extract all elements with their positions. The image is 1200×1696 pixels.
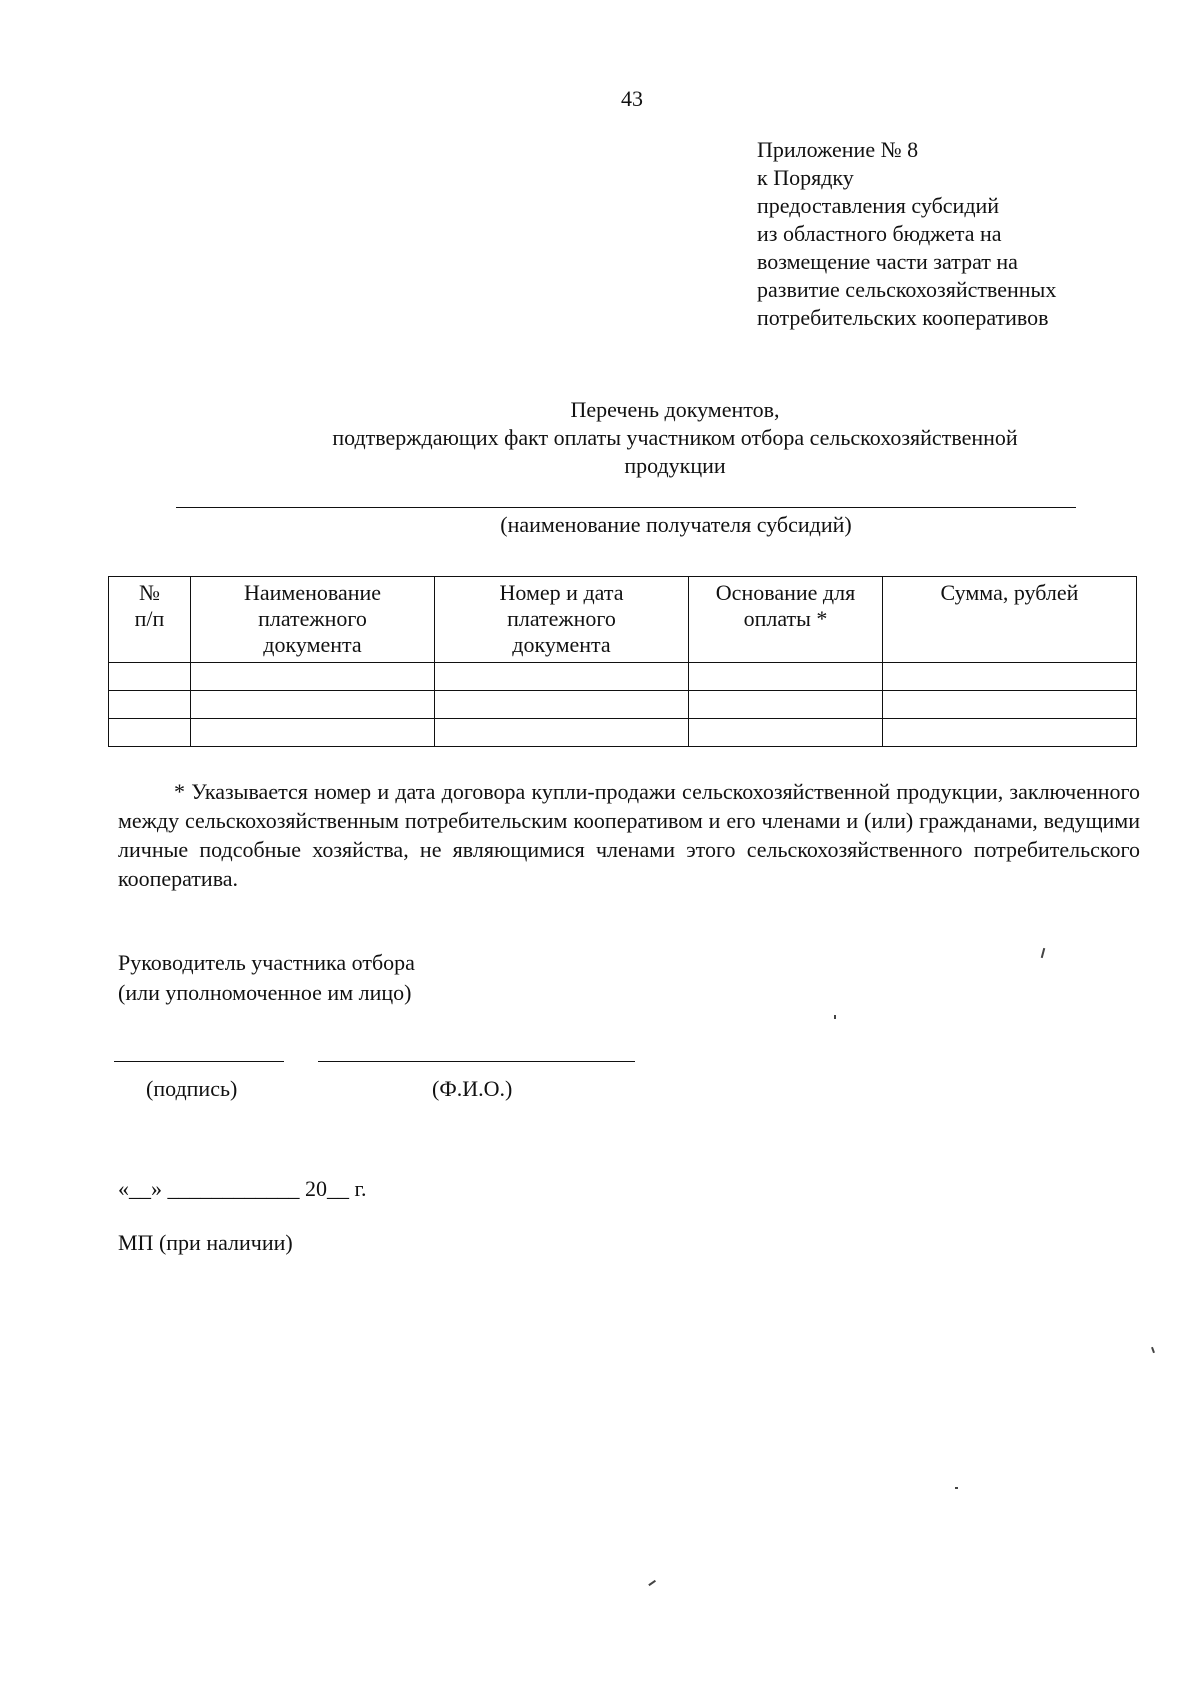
table-cell <box>109 719 191 747</box>
header-text: оплаты * <box>743 606 828 631</box>
table-cell <box>435 719 689 747</box>
recipient-name-line <box>176 507 1076 508</box>
scan-speck <box>1151 1347 1155 1353</box>
signer-block <box>118 948 415 1008</box>
table-cell <box>883 663 1137 691</box>
payment-documents-table <box>108 576 1137 747</box>
header-text: Сумма, рублей <box>940 580 1079 605</box>
title-line: продукции <box>624 453 726 478</box>
appendix-line: к Порядку <box>757 165 854 190</box>
appendix-line: возмещение части затрат на <box>757 249 1018 274</box>
page-number: 43 <box>621 86 643 111</box>
table-cell <box>191 663 435 691</box>
header-text: Номер и дата <box>499 580 624 605</box>
table-cell <box>191 691 435 719</box>
date-line: «__» ____________ 20__ г. <box>118 1176 367 1201</box>
header-text: платежного <box>507 606 616 631</box>
scan-speck <box>1041 948 1046 958</box>
appendix-line: потребительских кооперативов <box>757 305 1049 330</box>
header-text: Основание для <box>715 580 856 605</box>
appendix-line: Приложение № 8 <box>757 137 919 162</box>
scan-speck <box>955 1487 958 1489</box>
appendix-line: развитие сельскохозяйственных <box>757 277 1057 302</box>
table-cell <box>689 719 883 747</box>
header-document-number-date <box>435 577 689 663</box>
full-name-caption: (Ф.И.О.) <box>432 1076 513 1101</box>
table-header-row <box>109 577 1137 663</box>
header-document-name <box>191 577 435 663</box>
table-cell <box>109 663 191 691</box>
header-payment-basis <box>689 577 883 663</box>
title-line: Перечень документов, <box>570 397 780 422</box>
signer-subtitle: (или уполномоченное им лицо) <box>118 980 412 1005</box>
header-text: Наименование <box>243 580 382 605</box>
scan-speck <box>648 1580 655 1586</box>
stamp-note: МП (при наличии) <box>118 1230 293 1255</box>
table-row <box>109 719 1137 747</box>
full-name-line <box>318 1061 635 1062</box>
signature-caption: (подпись) <box>146 1076 238 1101</box>
header-text: документа <box>263 632 362 657</box>
table-cell <box>883 691 1137 719</box>
table-row <box>109 663 1137 691</box>
header-text: документа <box>512 632 611 657</box>
document-title <box>110 396 1200 480</box>
header-number <box>109 577 191 663</box>
footnote: * Указывается номер и дата договора купли-продажи сельскохозяйственной продукции, заключенного между сельскохозяйственным потребительским кооперативом и его членами и (или) гражданами, ведущими личные подсобные хозяйства, не являющимися членами этого сельскохозяйственного потребительского кооператива. <box>118 779 1140 891</box>
appendix-line: из областного бюджета на <box>757 221 1002 246</box>
appendix-line: предоставления субсидий <box>757 193 1000 218</box>
scan-speck <box>834 1015 836 1019</box>
table-row <box>109 691 1137 719</box>
table-cell <box>689 663 883 691</box>
header-text: № <box>139 580 160 605</box>
signature-line <box>114 1061 284 1062</box>
header-text: п/п <box>134 606 165 631</box>
table-cell <box>435 691 689 719</box>
appendix-note <box>757 136 1056 332</box>
header-text: платежного <box>258 606 367 631</box>
header-amount <box>883 577 1137 663</box>
recipient-caption: (наименование получателя субсидий) <box>500 512 852 537</box>
table-cell <box>109 691 191 719</box>
table-cell <box>883 719 1137 747</box>
signer-title: Руководитель участника отбора <box>118 950 415 975</box>
table-cell <box>191 719 435 747</box>
title-line: подтверждающих факт оплаты участником отбора сельскохозяйственной <box>332 425 1018 450</box>
table-cell <box>689 691 883 719</box>
table-cell <box>435 663 689 691</box>
